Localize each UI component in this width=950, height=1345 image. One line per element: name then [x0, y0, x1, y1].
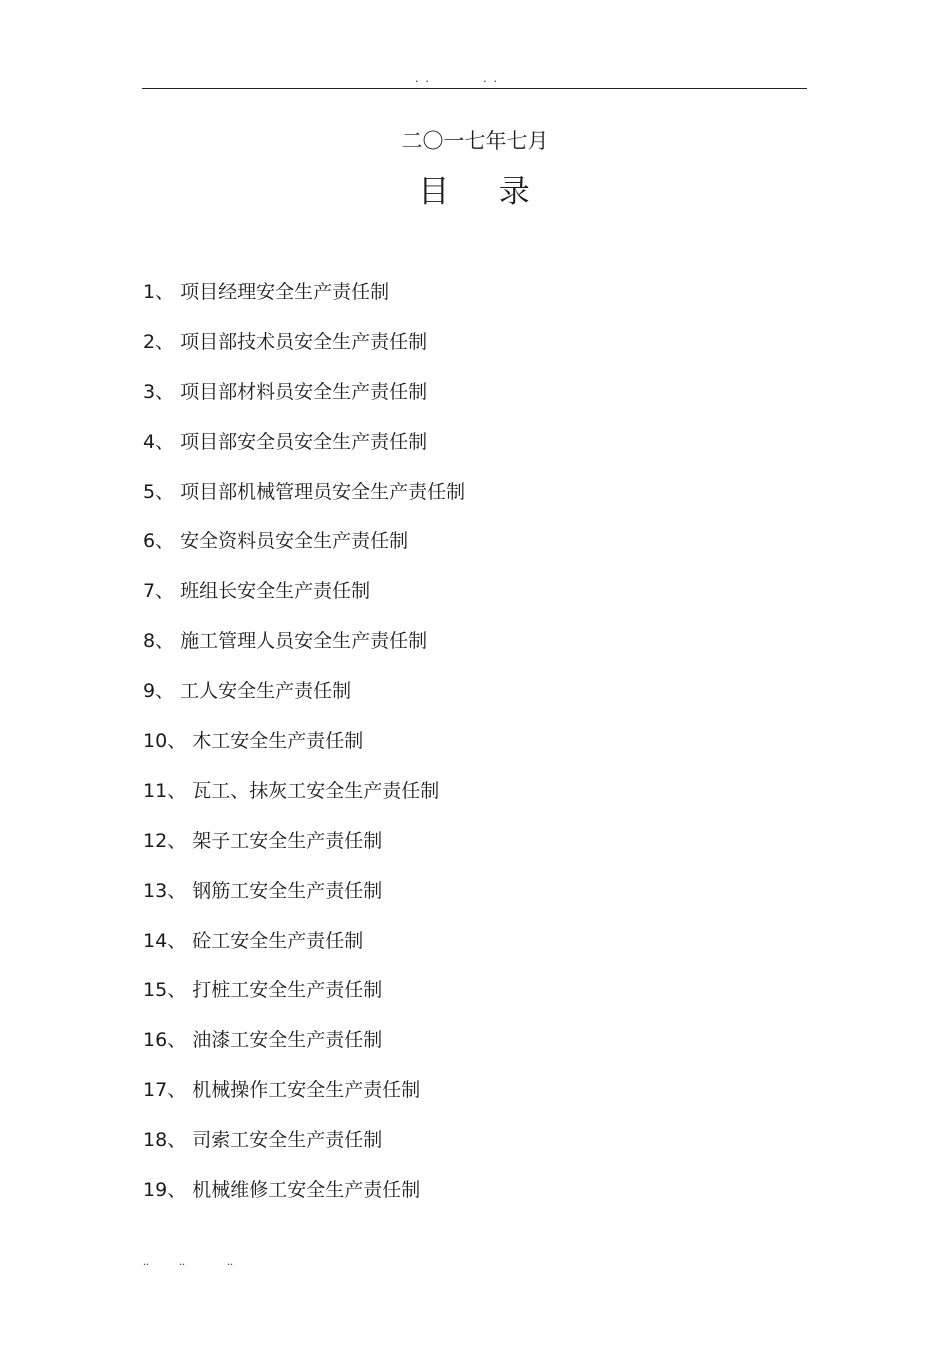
- toc-item: [143, 928, 465, 978]
- toc-item: [143, 828, 465, 878]
- toc-title: 目 录: [418, 174, 532, 210]
- toc-item-label: 班组长安全生产责任制: [180, 580, 371, 603]
- toc-item: [143, 778, 465, 828]
- toc-item-number: 18: [143, 1129, 168, 1152]
- toc-item-label: 瓦工、抹灰工安全生产责任制: [192, 779, 440, 802]
- toc-item-separator: 、: [155, 480, 175, 503]
- toc-item: [143, 1077, 465, 1127]
- toc-item-separator: 、: [155, 630, 175, 653]
- toc-item-number: 17: [143, 1079, 168, 1102]
- toc-item-separator: 、: [167, 879, 187, 902]
- toc-item-separator: 、: [167, 829, 187, 852]
- toc-item-separator: 、: [155, 430, 175, 453]
- toc-item-number: 5: [143, 480, 156, 503]
- toc-item-separator: 、: [167, 929, 187, 952]
- toc-item-number: 13: [143, 879, 168, 902]
- toc-item-label: 砼工安全生产责任制: [192, 929, 364, 952]
- toc-item-label: 施工管理人员安全生产责任制: [180, 630, 428, 653]
- header-rule: [142, 88, 807, 89]
- toc-item-number: 8: [143, 630, 156, 653]
- toc-item-label: 木工安全生产责任制: [192, 730, 364, 753]
- toc-item-label: 安全资料员安全生产责任制: [180, 530, 409, 553]
- toc-item-separator: 、: [167, 1179, 187, 1202]
- toc-item-label: 钢筋工安全生产责任制: [192, 879, 383, 902]
- toc-item-number: 16: [143, 1029, 168, 1052]
- toc-item-number: 14: [143, 929, 168, 952]
- toc-item-label: 项目部机械管理员安全生产责任制: [180, 480, 466, 503]
- toc-item-label: 机械维修工安全生产责任制: [192, 1179, 421, 1202]
- toc-item: [143, 878, 465, 928]
- toc-item-number: 6: [143, 530, 156, 553]
- toc-item: [143, 479, 465, 529]
- toc-item-separator: 、: [167, 979, 187, 1002]
- toc-item-separator: 、: [167, 1129, 187, 1152]
- toc-item-number: 11: [143, 779, 168, 802]
- toc-item-separator: 、: [167, 779, 187, 802]
- toc-item-separator: 、: [155, 580, 175, 603]
- toc-item-separator: 、: [167, 1079, 187, 1102]
- toc-item-number: 10: [143, 730, 168, 753]
- toc-item-label: 项目部安全员安全生产责任制: [180, 430, 428, 453]
- toc-item: [143, 678, 465, 728]
- header-dots: . . . .: [415, 70, 499, 85]
- toc-item-label: 项目经理安全生产责任制: [180, 281, 390, 303]
- toc-item-label: 机械操作工安全生产责任制: [192, 1079, 421, 1102]
- toc-item: [143, 628, 465, 678]
- toc-item: [143, 528, 465, 578]
- toc-item: [143, 429, 465, 479]
- toc-item-number: 7: [143, 580, 156, 603]
- toc-item: [143, 578, 465, 628]
- toc-item-label: 项目部技术员安全生产责任制: [180, 330, 428, 353]
- toc-item-number: 9: [143, 680, 156, 703]
- toc-item: [143, 1127, 465, 1177]
- toc-item: [143, 279, 465, 329]
- toc-item-separator: 、: [155, 530, 175, 553]
- toc-item-number: 15: [143, 979, 168, 1002]
- toc-item-separator: 、: [155, 330, 175, 353]
- toc-item-number: 1: [143, 281, 156, 303]
- toc-item-separator: 、: [155, 281, 175, 303]
- toc-item: [143, 379, 465, 429]
- document-date: 二〇一七年七月: [401, 129, 549, 153]
- toc-item-separator: 、: [155, 680, 175, 703]
- toc-item-number: 4: [143, 430, 156, 453]
- toc-item-separator: 、: [167, 1029, 187, 1052]
- toc-item: [143, 329, 465, 379]
- toc-item: [143, 1027, 465, 1077]
- toc-item: [143, 728, 465, 778]
- toc-item: [143, 1177, 465, 1227]
- toc-item-label: 油漆工安全生产责任制: [192, 1029, 383, 1052]
- toc-item-label: 架子工安全生产责任制: [192, 829, 383, 852]
- toc-item-separator: 、: [167, 730, 187, 753]
- toc-item-number: 3: [143, 380, 156, 403]
- toc-item-separator: 、: [155, 380, 175, 403]
- toc-item-number: 2: [143, 330, 156, 353]
- toc-item-number: 12: [143, 829, 168, 852]
- toc-item-number: 19: [143, 1179, 168, 1202]
- footer-dots: .. .. ..: [143, 1254, 233, 1268]
- toc-item: [143, 977, 465, 1027]
- toc-item-label: 项目部材料员安全生产责任制: [180, 380, 428, 403]
- toc-item-label: 司索工安全生产责任制: [192, 1129, 383, 1152]
- toc-item-label: 工人安全生产责任制: [180, 680, 352, 703]
- toc-list: [143, 279, 465, 1227]
- toc-item-label: 打桩工安全生产责任制: [192, 979, 383, 1002]
